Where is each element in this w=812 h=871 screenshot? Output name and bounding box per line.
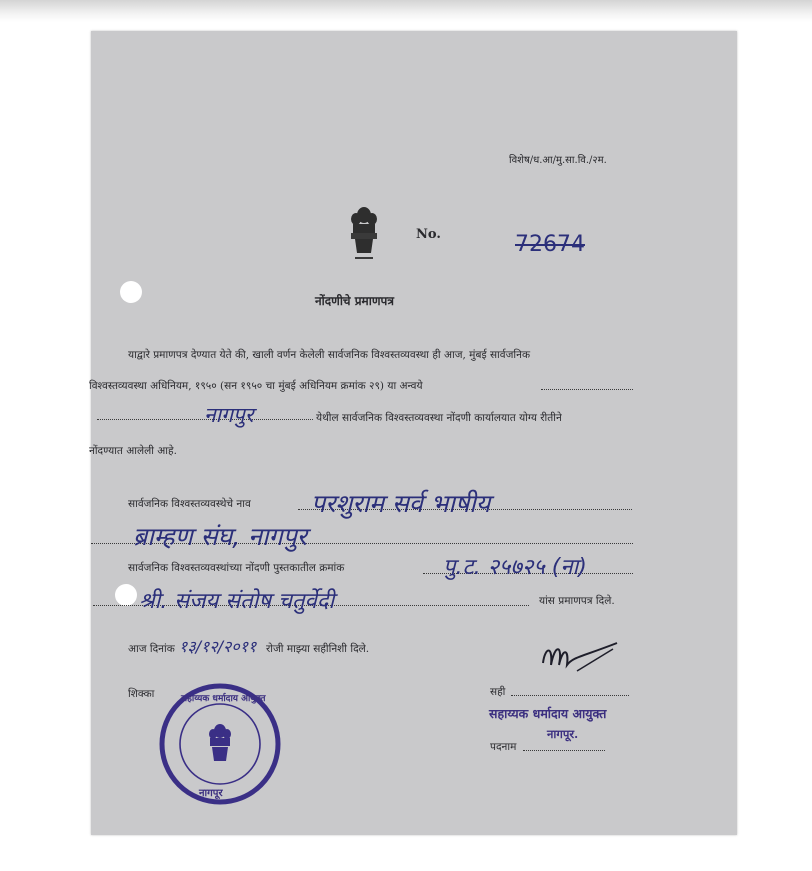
date-suffix: रोजी माझ्या सहीनिशी दिले.: [266, 643, 370, 655]
signature-scribble: [537, 635, 627, 683]
seal-ring-text: सहाय्यक धर्मादाय आयुक्त: [181, 694, 266, 704]
registration-number: पु.ट. २५७२५ (ना): [443, 555, 587, 580]
scanner-edge: [0, 0, 812, 22]
stamp-title: सहाय्यक धर्मादाय आयुक्त: [489, 706, 607, 721]
trust-name-line-1: परशुराम सर्व भाषीय: [311, 489, 491, 518]
office-city: नागपुर: [204, 403, 254, 427]
punch-hole-top: [120, 281, 142, 303]
body-line-3: येथील सार्वजनिक विश्वस्तव्यवस्था नोंदणी कार्यालयात योग्य रीतीने: [316, 412, 562, 424]
recipient-name: श्री. संजय संतोष चतुर्वेदी: [139, 589, 335, 614]
given-to-suffix: यांस प्रमाणपत्र दिले.: [539, 595, 615, 607]
official-seal: [155, 679, 285, 809]
sahi-label: सही: [490, 686, 506, 698]
seal-label: शिक्का: [128, 688, 155, 700]
number-label: No.: [416, 227, 441, 242]
national-emblem-icon: [349, 203, 379, 265]
stamp-city: नागपूर.: [547, 727, 579, 741]
office-dots-1: [541, 389, 633, 390]
designation-dots: [523, 750, 605, 751]
date-prefix: आज दिनांक: [128, 643, 175, 655]
reference-code: विशेष/ध.आ/मु.सा.वि./२म.: [509, 155, 607, 166]
certificate-heading: नोंदणीचे प्रमाणपत्र: [315, 294, 394, 308]
trust-name-label: सार्वजनिक विश्वस्तव्यवस्थेचे नाव: [128, 498, 251, 510]
certificate-sheet: [91, 31, 737, 835]
body-line-1: याद्वारे प्रमाणपत्र देण्यात येते की, खाली वर्णन केलेली सार्वजनिक विश्वस्तव्यवस्था ही आज, मुंबई सार्वजनिक: [128, 349, 531, 361]
sahi-dots: [511, 695, 629, 696]
punch-hole-bottom: [115, 584, 137, 606]
designation-label: पदनाम: [490, 741, 517, 753]
body-line-2: विश्वस्तव्यवस्था अधिनियम, १९५० (सन १९५० चा मुंबई अधिनियम क्रमांक २९) या अन्वये: [89, 380, 423, 392]
issue-date: १३/१२/२०११: [179, 637, 257, 656]
register-label: सार्वजनिक विश्वस्तव्यवस्थांच्या नोंदणी पुस्तकातील क्रमांक: [128, 562, 345, 574]
trust-name-line-2: ब्राम्हण संघ, नागपुर: [133, 522, 308, 551]
seal-city: नागपूर: [199, 788, 223, 799]
certificate-number: 72674: [515, 232, 585, 257]
body-line-4: नोंदण्यात आलेली आहे.: [89, 445, 177, 457]
